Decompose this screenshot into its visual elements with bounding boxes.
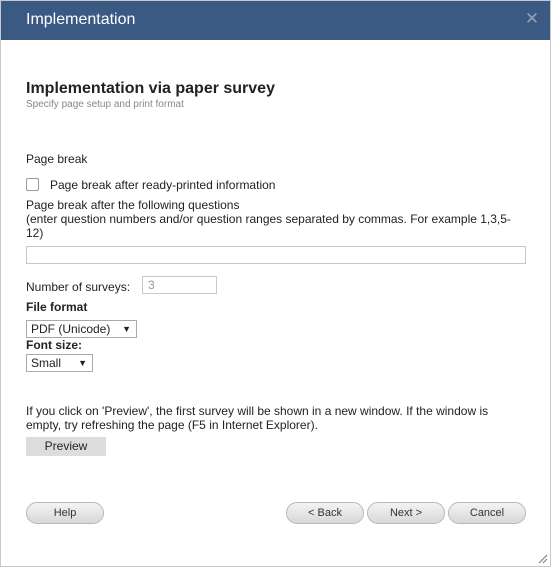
close-icon[interactable]: ✕ — [524, 9, 540, 28]
page-break-after-info-label[interactable]: Page break after ready-printed information — [50, 178, 276, 192]
file-format-selected: PDF (Unicode) — [31, 322, 111, 336]
questions-break-label: Page break after the following questions — [26, 198, 240, 212]
file-format-label: File format — [26, 300, 88, 314]
cancel-button[interactable]: Cancel — [448, 502, 526, 524]
preview-info-line2: empty, try refreshing the page (F5 in Internet Explorer). — [26, 418, 318, 432]
questions-break-hint-line1: (enter question numbers and/or question ranges separated by commas. For example 1,3,5- — [26, 212, 511, 226]
number-of-surveys-input[interactable]: 3 — [142, 276, 217, 294]
page-break-after-info-checkbox[interactable] — [26, 178, 39, 191]
back-button[interactable]: < Back — [286, 502, 364, 524]
questions-break-hint-line2: 12) — [26, 226, 44, 240]
questions-break-input[interactable] — [26, 246, 526, 264]
chevron-down-icon: ▼ — [78, 358, 87, 368]
page-subtitle: Specify page setup and print format — [26, 99, 184, 110]
page-break-section-label: Page break — [26, 152, 88, 166]
font-size-selected: Small — [31, 356, 62, 370]
font-size-select[interactable] — [26, 354, 93, 372]
page-title: Implementation via paper survey — [26, 80, 275, 97]
next-button[interactable]: Next > — [367, 502, 445, 524]
title-bar[interactable] — [1, 1, 550, 40]
resize-grip-icon[interactable] — [538, 554, 548, 564]
window-title: Implementation — [26, 11, 136, 28]
chevron-down-icon: ▼ — [122, 324, 131, 334]
font-size-label: Font size: — [26, 338, 82, 352]
number-of-surveys-label: Number of surveys: — [26, 280, 131, 294]
preview-info-line1: If you click on 'Preview', the first survey will be shown in a new window. If the window is — [26, 404, 489, 418]
help-button[interactable]: Help — [26, 502, 104, 524]
file-format-select[interactable] — [26, 320, 137, 338]
preview-button[interactable]: Preview — [26, 437, 106, 456]
